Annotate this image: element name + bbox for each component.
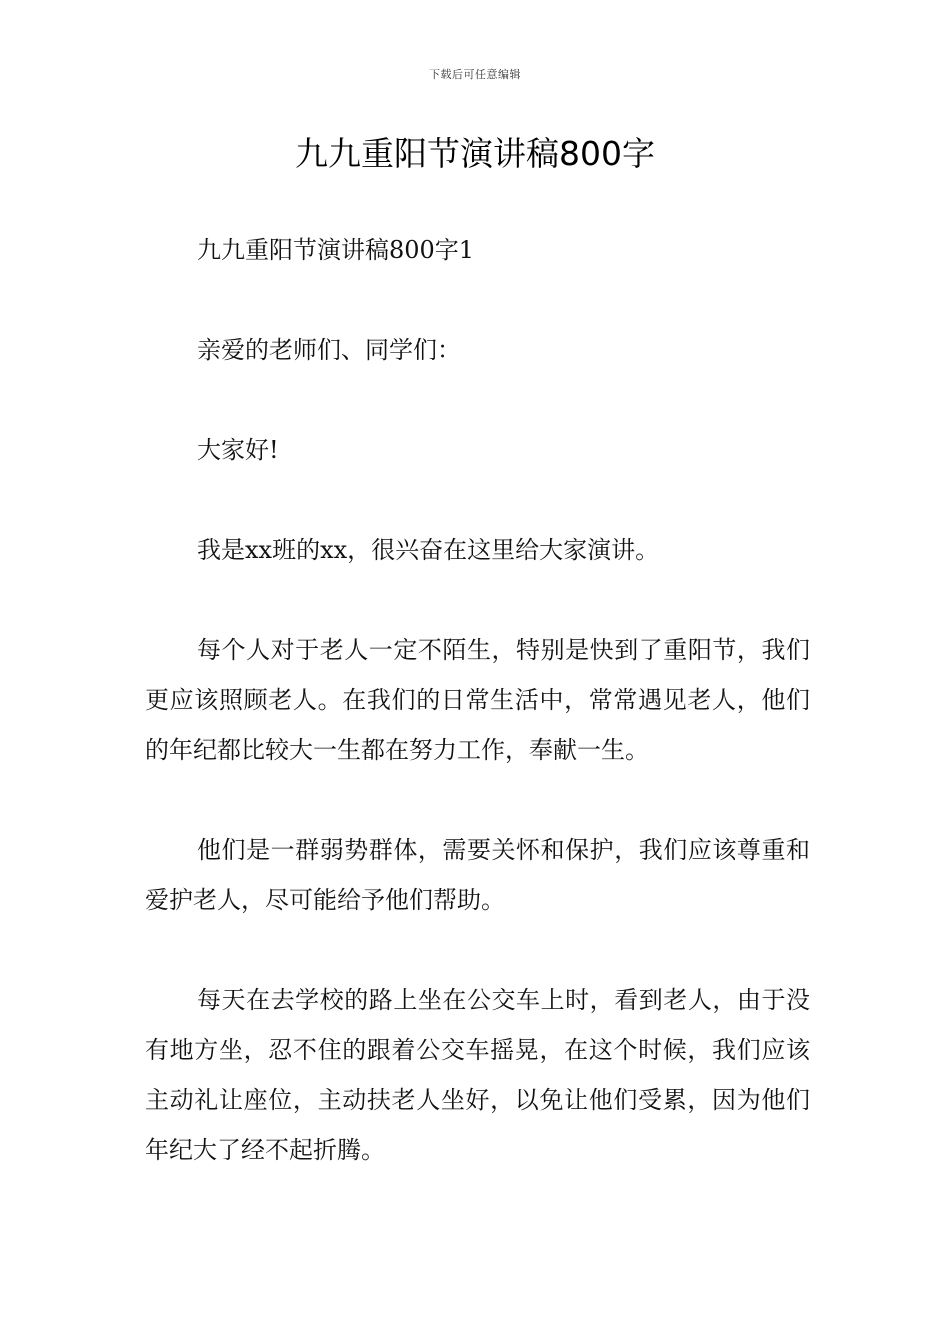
paragraph-introduction: 我是xx班的xx，很兴奋在这里给大家演讲。	[197, 536, 660, 564]
paragraph-body: 每个人对于老人一定不陌生，特别是快到了重阳节，我们更应该照顾老人。在我们的日常生活中，常常遇见老人，他们的年纪都比较大一生都在努力工作，奉献一生。	[145, 636, 810, 764]
paragraph-salutation: 亲爱的老师们、同学们：	[197, 336, 461, 364]
document-title: 九九重阳节演讲稿800字	[295, 134, 655, 173]
paragraph-subtitle: 九九重阳节演讲稿800字1	[197, 236, 475, 264]
document-body	[145, 225, 810, 1225]
paragraph-body: 每天在去学校的路上坐在公交车上时，看到老人，由于没有地方坐，忍不住的跟着公交车摇晃，在这个时候，我们应该主动礼让座位，主动扶老人坐好，以免让他们受累，因为他们年纪大了经不起折腾。	[145, 986, 810, 1164]
paragraph-body: 他们是一群弱势群体，需要关怀和保护，我们应该尊重和爱护老人，尽可能给予他们帮助。	[145, 836, 810, 914]
header-note: 下载后可任意编辑	[429, 68, 521, 81]
paragraph-greeting: 大家好!	[197, 436, 279, 464]
